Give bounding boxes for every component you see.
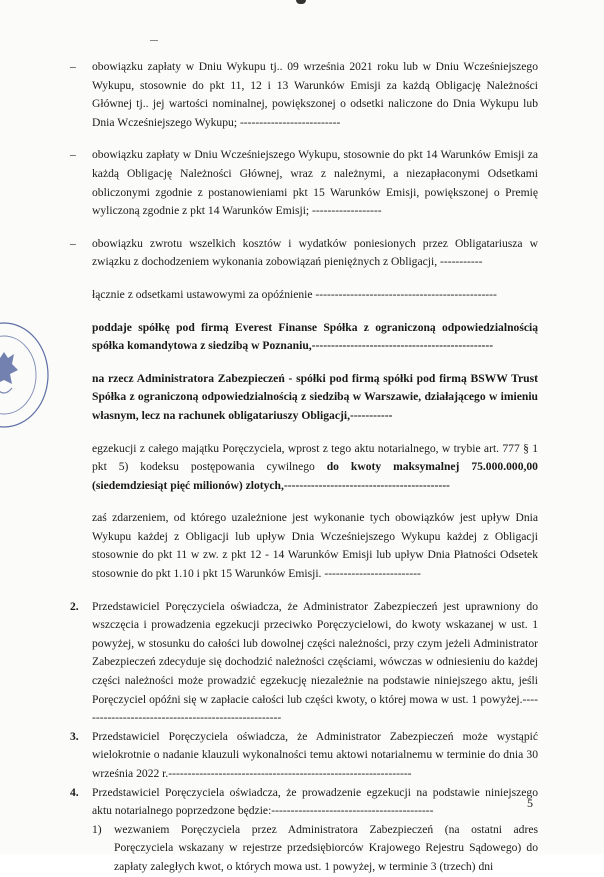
max-amount-text: do kwoty maksymalnej 75.000.000,00 (siedemdziesiąt pięć milionów) zlotych,-------------------------------------------	[92, 460, 538, 492]
page-number: 5	[527, 796, 533, 810]
execution-clause	[92, 440, 538, 496]
binding-mark	[296, 0, 306, 4]
bullet-dash: –	[70, 236, 76, 250]
list-item	[70, 235, 538, 272]
list-item	[70, 728, 538, 784]
administrator-clause: na rzecz Administratora Zabezpieczeń - spółki pod firmą spółki pod firmą BSWW Trust Spółka z ograniczoną odpowiedzialnością z siedzibą w Warszawie, działającego w imieniu własnym, lecz na rachunek obligatariuszy Obligacji,-----------	[92, 371, 538, 422]
item-number: 2.	[70, 599, 79, 613]
list-item	[70, 784, 538, 821]
document-body	[70, 58, 538, 877]
list-item	[70, 146, 538, 220]
bullet-text: obowiązku zapłaty w Dniu Wykupu tj.. 09 września 2021 roku lub w Dniu Wcześniejszego Wykupu, stosownie do pkt 11, 12 i 13 Warunków Emisji za każdą Obligację Należności Głównej tj.. jej wartości nominalnej, powiększonej o odsetki naliczone do Dnia Wykupu lub Dnia Wcześniejszego Wykupu; --------------------------	[92, 60, 538, 129]
bullet-dash: –	[70, 148, 76, 162]
item-text: Przedstawiciel Poręczyciela oświadcza, że prowadzenie egzekucji na podstawie niniejszego aktu notarialnego poprzedzone będzie:------------------------------------------	[92, 785, 538, 818]
event-clause: zaś zdarzeniem, od którego uzależnione jest wykonanie tych obowiązków jest upływ Dnia Wykupu każdej z Obligacji lub upływ Dnia Wcześniejszego Wykupu każdej z Obligacji stosownie do pkt 11 w zw. z pkt 12 - 14 Warunków Emisji lub upływ Dnia Płatności Odsetek stosownie do pkt 1.10 i pkt 15 Warunków Emisji. -------------------------	[92, 511, 538, 581]
bullet-text: obowiązku zapłaty w Dniu Wcześniejszego Wykupu, stosownie do pkt 14 Warunków Emisji za każdą Obligację Należności Głównej, wraz z należnymi, a niezapłaconymi Odsetkami obliczonymi zgodnie z postanowieniami pkt 15 Warunków Emisji, powiększonej o Premię wyliczoną zgodnie z pkt 14 Warunków Emisji; ------------------	[92, 148, 538, 218]
sub-list-item	[92, 821, 538, 877]
sub-item-text: wezwaniem Poręczyciela przez Administratora Zabezpieczeń (na ostatni adres Poręczyciela wskazany w rejestrze przedsiębiorców Krajowego Rejestru Sądowego) do zapłaty zaległych kwot, o których mowa ust. 1 powyżej, w terminie 3 (trzech) dni	[114, 822, 538, 873]
stray-mark	[150, 40, 158, 41]
list-item	[70, 598, 538, 728]
item-number: 4.	[70, 785, 79, 799]
item-text: Przedstawiciel Poręczyciela oświadcza, że Administrator Zabezpieczeń jest uprawniony do wszczęcia i prowadzenia egzekucji przeciwko Poręczycielowi, do kwoty wskazanej w ust. 1 powyżej, w stosunku do całości lub dowolnej części należności, przy czym jeżeli Administrator Zabezpieczeń zdecyduje się dochodzić należności częściami, wówczas w odniesieniu do każdej części należności może prowadzić egzekucję niezależnie na podstawie niniejszego aktu, jeśli Poręczyciel opóźni się w zapłacie całości lub części kwoty, o której mowa w ust. 1 powyżej.-----------------------------------------------------	[92, 599, 538, 725]
submission-clause: poddaje spółkę pod firmą Everest Finanse Spółka z ograniczoną odpowiedzialnością spółka komandytowa z siedzibą w Poznaniu,-----------------------------------------------	[92, 320, 538, 353]
sub-item-number: 1)	[92, 822, 102, 836]
execution-text: egzekucji z całego majątku Poręczyciela, wprost z tego aktu notarialnego, w trybie art. 777 § 1 pkt 5) kodeksu postępowania cywilnego	[92, 441, 538, 474]
item-text: Przedstawiciel Poręczyciela oświadcza, że Administrator Zabezpieczeń może wystąpić wielokrotnie o nadanie klauzuli wykonalności temu aktowi notarialnemu w terminie do dnia 30 września 2022 r.---------------------------------------------------------------	[92, 729, 538, 780]
list-item	[70, 58, 538, 132]
notary-seal-icon	[0, 318, 52, 432]
item-number: 3.	[70, 729, 79, 743]
bullet-text: obowiązku zwrotu wszelkich kosztów i wydatków poniesionych przez Obligatariusza w związku z dochodzeniem wykonania zobowiązań pieniężnych z Obligacji, -----------	[92, 236, 538, 269]
interest-clause: łącznie z odsetkami ustawowymi za opóźnienie -----------------------------------------------	[92, 287, 497, 301]
bullet-dash: –	[70, 60, 76, 73]
